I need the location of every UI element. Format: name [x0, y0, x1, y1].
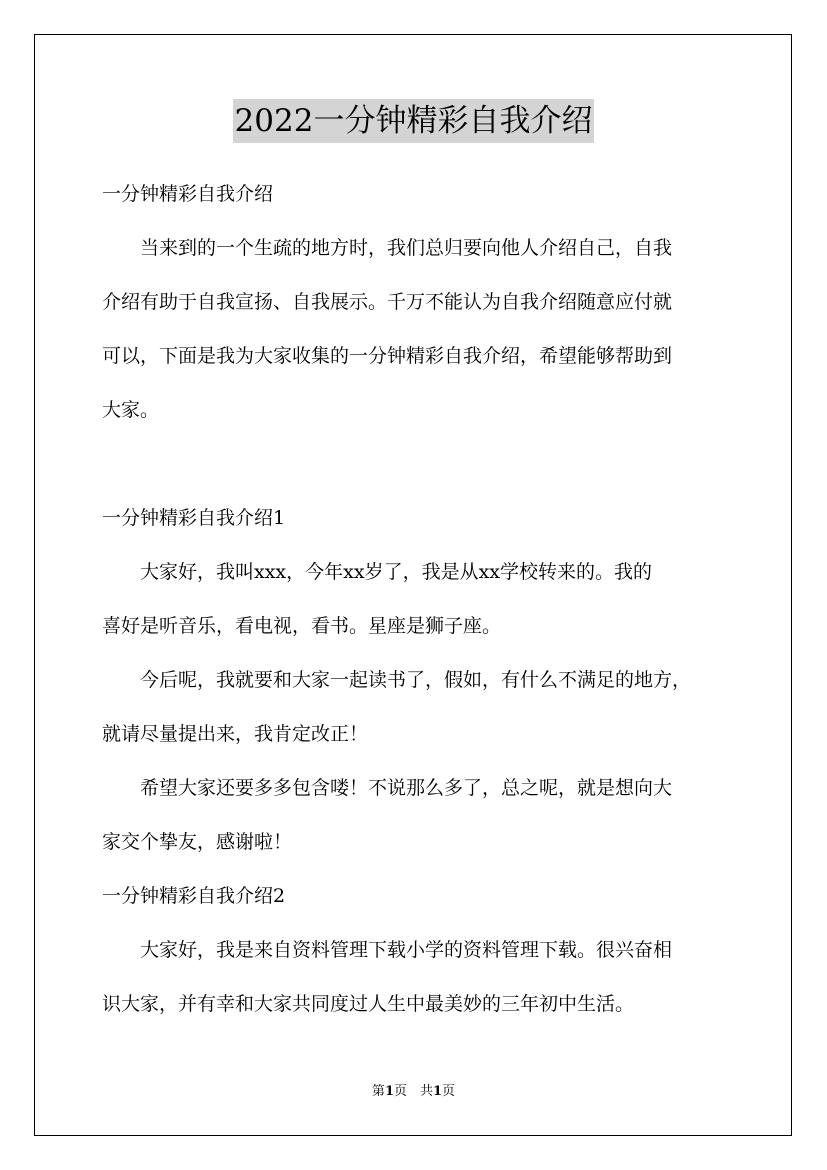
paragraph-line: 识大家，并有幸和大家共同度过人生中最美妙的三年初中生活。	[102, 993, 635, 1015]
paragraph-line: 大家好，我是来自资料管理下载小学的资料管理下载。很兴奋相	[102, 939, 673, 961]
paragraph-line: 家交个挚友，感谢啦！	[102, 831, 293, 853]
paragraph-line: 就请尽量提出来，我肯定改正！	[102, 723, 369, 745]
paragraph-line: 介绍有助于自我宣扬、自我展示。千万不能认为自我介绍随意应付就	[102, 291, 673, 313]
section-heading: 一分钟精彩自我介绍2	[102, 885, 286, 907]
page-footer	[0, 1084, 827, 1100]
paragraph-line: 希望大家还要多多包含喽！不说那么多了，总之呢，就是想向大	[102, 777, 673, 799]
footer-page-prefix: 第	[371, 1084, 385, 1099]
paragraph-line: 当来到的一个生疏的地方时，我们总归要向他人介绍自己，自我	[102, 237, 673, 259]
footer-page-number: 1	[384, 1084, 394, 1099]
section-heading: 一分钟精彩自我介绍1	[102, 507, 286, 529]
paragraph-line: 大家好，我叫xxx，今年xx岁了，我是从xx学校转来的。我的	[102, 561, 653, 583]
title-container	[0, 99, 827, 143]
footer-total-suffix: 页	[442, 1084, 456, 1099]
paragraph-line: 喜好是听音乐，看电视，看书。星座是狮子座。	[102, 615, 502, 637]
footer-total-pages: 1	[433, 1084, 443, 1099]
section-heading: 一分钟精彩自我介绍	[102, 183, 274, 205]
paragraph-line: 大家。	[102, 399, 160, 421]
footer-page-suffix: 页 共	[393, 1084, 433, 1099]
paragraph-line: 今后呢，我就要和大家一起读书了，假如，有什么不满足的地方，	[102, 669, 692, 691]
document-title: 2022一分钟精彩自我介绍	[233, 99, 595, 143]
paragraph-line: 可以，下面是我为大家收集的一分钟精彩自我介绍，希望能够帮助到	[102, 345, 673, 367]
